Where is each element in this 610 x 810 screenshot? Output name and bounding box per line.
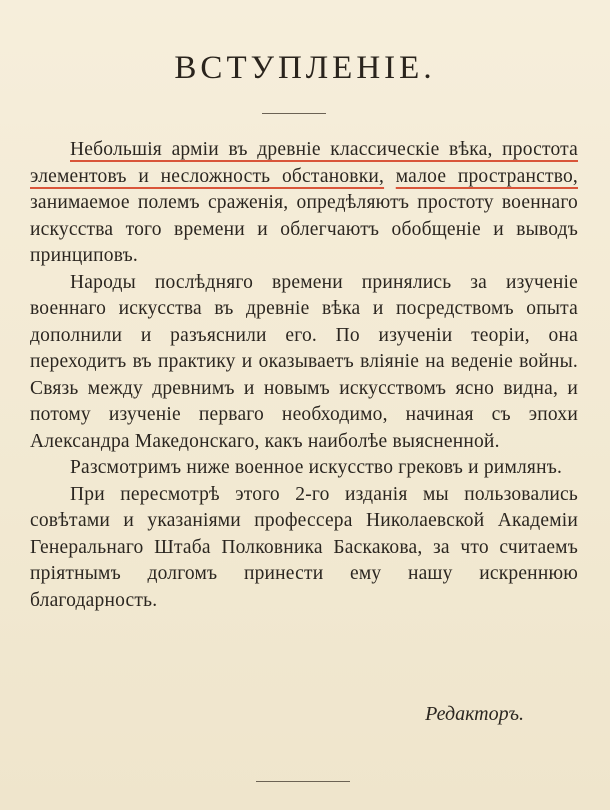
paragraph-1-rest: занимаемое полемъ сраженія, опредѣляютъ простоту военнаго искусства того времени и облегчаютъ обобщеніе и выводъ принциповъ.: [30, 192, 578, 266]
underlined-passage-1: Небольшія арміи въ древніе классическіе вѣка, простота элементовъ и несложность обстановки,: [30, 139, 578, 187]
paragraph-3: Разсмотримъ ниже военное искусство грековъ и римлянъ.: [70, 457, 563, 478]
underlined-passage-2: малое пространство,: [395, 165, 578, 187]
paragraph-2: Народы послѣдняго времени принялись за изученіе военнаго искусства въ древніе вѣка и посредствомъ опыта дополнили и разъяснили его. По изученіи теоріи, она переходитъ въ практику и оказываетъ вліяніе на веденіе войны. Связь между древнимъ и новымъ искусствомъ ясно видна, и потому изученіе перваго необходимо, начиная съ эпохи Александра Македонскаго, какъ наиболѣе выясненной.: [30, 271, 578, 452]
page-title: ВСТУПЛЕНІЕ.: [174, 50, 436, 86]
editor-signature: Редакторъ.: [425, 703, 524, 725]
title-divider: [262, 113, 326, 114]
body-text: [30, 137, 578, 614]
footer-divider: [256, 781, 350, 782]
paragraph-4: При пересмотрѣ этого 2-го изданія мы пользовались совѣтами и указаніями профессера Николаевской Академіи Генеральнаго Штаба Полковника Баскакова, за что считаемъ пріятнымъ долгомъ принести ему нашу искреннюю благодарность.: [30, 483, 578, 611]
paragraph-1: [30, 137, 578, 270]
